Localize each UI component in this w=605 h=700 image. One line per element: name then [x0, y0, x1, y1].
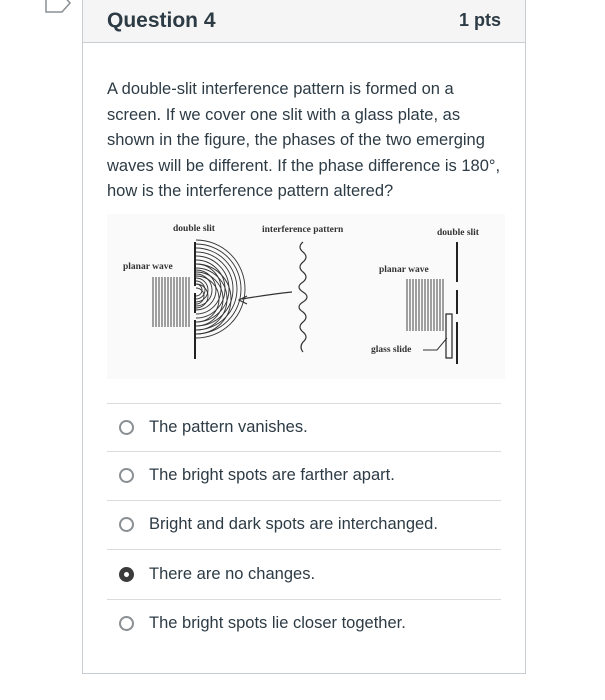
question-points: 1 pts [458, 10, 501, 30]
answer-option-2[interactable] [107, 459, 501, 491]
double-slit-figure [107, 214, 505, 379]
figure-label-interference-pattern: interference pattern [262, 225, 344, 235]
interference-pattern-curve [299, 242, 307, 352]
answer-radio-1[interactable] [119, 420, 134, 435]
question-card [82, 0, 526, 674]
figure-label-planar-wave-left: planar wave [123, 262, 173, 272]
figure-label-double-slit-left: double slit [173, 224, 215, 234]
answer-option-3[interactable] [107, 508, 501, 540]
answer-label-2: The bright spots are farther apart. [149, 465, 395, 484]
answer-divider-3 [107, 549, 501, 550]
figure-label-glass-slide: glass slide [371, 345, 412, 355]
answer-option-5[interactable] [107, 607, 501, 639]
glass-slide [446, 314, 452, 358]
figure-label-planar-wave-right: planar wave [379, 265, 429, 275]
question-header [83, 0, 525, 43]
answer-radio-3[interactable] [119, 517, 134, 532]
question-title: Question 4 [107, 8, 216, 32]
answer-divider-1 [107, 451, 501, 452]
answer-divider-top [107, 403, 501, 404]
answer-label-3: Bright and dark spots are interchanged. [149, 514, 438, 533]
answer-label-1: The pattern vanishes. [149, 417, 308, 436]
answer-divider-4 [107, 599, 501, 600]
answer-radio-5[interactable] [119, 616, 134, 631]
bookmark-flag-icon[interactable] [44, 0, 72, 16]
arrow-to-screen [239, 292, 292, 304]
answer-label-4: There are no changes. [149, 564, 316, 583]
answer-divider-2 [107, 500, 501, 501]
planar-wave-lines-right [407, 279, 443, 331]
glass-slide-pointer [423, 338, 447, 350]
answer-radio-4-selected[interactable] [119, 567, 134, 582]
planar-wave-lines-left [153, 277, 189, 327]
figure-label-double-slit-right: double slit [437, 228, 479, 238]
question-text: A double-slit interference pattern is formed on a screen. If we cover one slit with a glass plate, as shown in the figure, the phases of the two emerging waves will be different. If the phase difference is 180°, how is the interference pattern altered? [107, 80, 501, 200]
answer-option-1[interactable] [107, 411, 501, 443]
answer-option-4[interactable] [107, 558, 501, 590]
answer-radio-2[interactable] [119, 468, 134, 483]
circular-wavefronts [196, 240, 245, 338]
answer-label-5: The bright spots lie closer together. [149, 613, 406, 632]
